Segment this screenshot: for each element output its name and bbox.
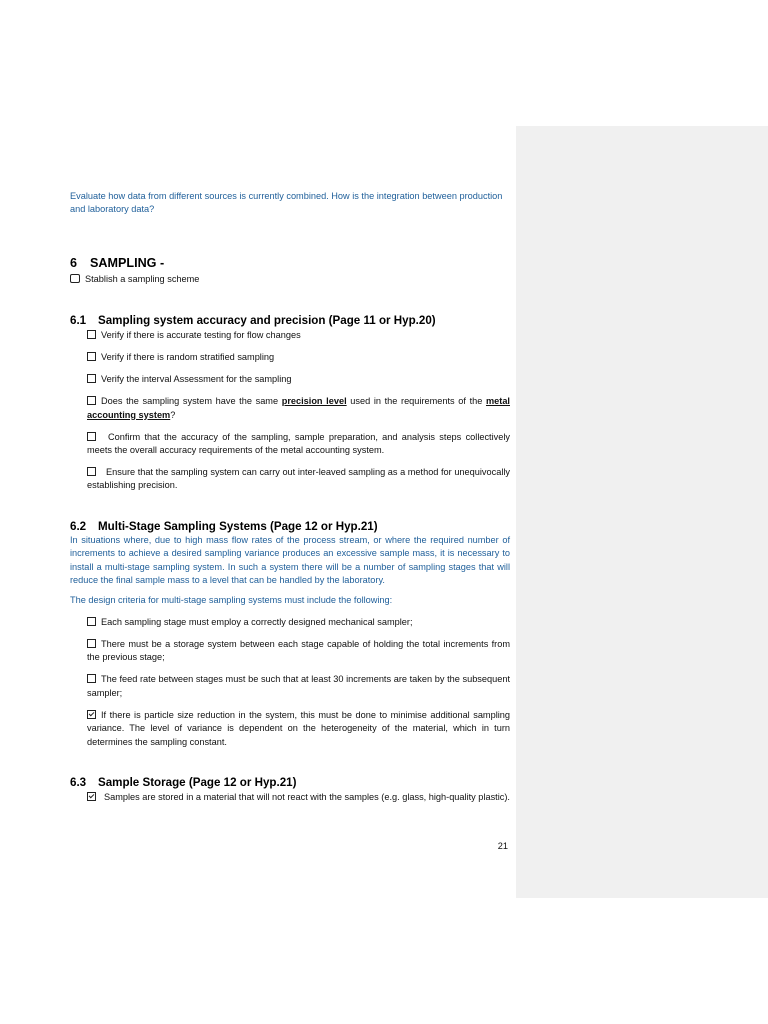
comment-pane <box>516 126 768 898</box>
item-text: The feed rate between stages must be such that at least 30 increments are taken by the subsequent sampler; <box>87 674 510 698</box>
section-6-3-heading <box>70 775 510 790</box>
section-title: Multi-Stage Sampling Systems (Page 12 or Hyp.21) <box>98 519 378 533</box>
item-text: Samples are stored in a material that will not react with the samples (e.g. glass, high-quality plastic). <box>104 791 510 802</box>
checklist-item <box>87 673 510 700</box>
multi-stage-paragraph: In situations where, due to high mass flow rates of the process stream, or where the required number of increments to achieve a desired sampling variance produces an excessive sample mass, it is necessary to install a multi-stage sampling system. In such a system there will be a number of sampling stages that will reduce the final sample mass to a level that can be handled by the laboratory. <box>70 534 510 586</box>
checkbox-icon[interactable] <box>87 396 96 405</box>
item-text: used in the requirements of the <box>346 396 486 407</box>
checkbox-icon[interactable] <box>87 674 96 683</box>
checklist-item <box>87 616 510 629</box>
section-6-heading <box>70 255 510 271</box>
item-text: Confirm that the accuracy of the sampling, sample preparation, and analysis steps collectively meets the overall accuracy requirements of the metal accounting system. <box>87 431 510 456</box>
section-title: SAMPLING - <box>90 255 165 270</box>
precision-level-emphasis: precision level <box>281 396 347 407</box>
item-text: Each sampling stage must employ a correctly designed mechanical sampler; <box>101 616 413 627</box>
section-number: 6 <box>70 255 78 270</box>
checklist-item <box>87 329 510 342</box>
checkbox-icon[interactable] <box>87 352 96 361</box>
checklist-item-checked <box>87 709 510 749</box>
section-number: 6.3 <box>70 775 87 789</box>
item-text: Verify if there is accurate testing for flow changes <box>101 330 301 341</box>
checkbox-icon[interactable] <box>87 467 96 476</box>
section-title: Sample Storage (Page 12 or Hyp.21) <box>98 775 297 789</box>
checkbox-icon[interactable] <box>87 617 96 626</box>
checklist-item <box>87 373 510 386</box>
checkbox-icon[interactable] <box>87 432 96 441</box>
checked-checkbox-icon[interactable] <box>87 710 96 719</box>
checked-checkbox-icon[interactable] <box>87 792 96 801</box>
section-number: 6.2 <box>70 519 87 533</box>
checkbox-icon[interactable] <box>87 374 96 383</box>
checkbox-icon[interactable] <box>87 639 96 648</box>
intro-paragraph: Evaluate how data from different sources is currently combined. How is the integration between production and laboratory data? <box>70 191 503 215</box>
item-text: If there is particle size reduction in the system, this must be done to minimise additional sampling variance. The level of variance is dependent on the heterogeneity of the material, which in turn determines the sampling constant. <box>87 709 510 747</box>
checkbox-icon[interactable] <box>70 274 80 283</box>
item-text: Ensure that the sampling system can carry out inter-leaved sampling as a method for unequivocally establishing precision. <box>87 467 510 491</box>
item-text: Stablish a sampling scheme <box>85 273 200 284</box>
checklist-item <box>87 638 510 665</box>
item-text: Does the sampling system have the same <box>101 396 282 407</box>
design-criteria-text: The design criteria for multi-stage sampling systems must include the following: <box>70 595 393 606</box>
page-number: 21 <box>497 841 508 851</box>
checklist-item <box>87 431 510 458</box>
section-number: 6.1 <box>70 314 87 328</box>
item-text: There must be a storage system between each stage capable of holding the total increments from the previous stage; <box>87 638 510 663</box>
section-6-2-heading <box>70 519 510 534</box>
metal-accounting-emphasis: metal accounting system <box>87 396 510 420</box>
checklist-item-checked <box>87 791 510 804</box>
item-text: Verify if there is random stratified sampling <box>101 352 275 363</box>
section-6-item <box>70 273 510 286</box>
checklist-item <box>87 351 510 364</box>
section-6-1-heading <box>70 313 510 328</box>
document-body <box>70 190 510 804</box>
checklist-item <box>87 466 510 493</box>
checkbox-icon[interactable] <box>87 330 96 339</box>
section-title: Sampling system accuracy and precision (Page 11 or Hyp.20) <box>98 314 436 328</box>
item-text: Verify the interval Assessment for the sampling <box>101 374 292 385</box>
item-text: ? <box>170 409 176 420</box>
checklist-item <box>87 395 510 422</box>
